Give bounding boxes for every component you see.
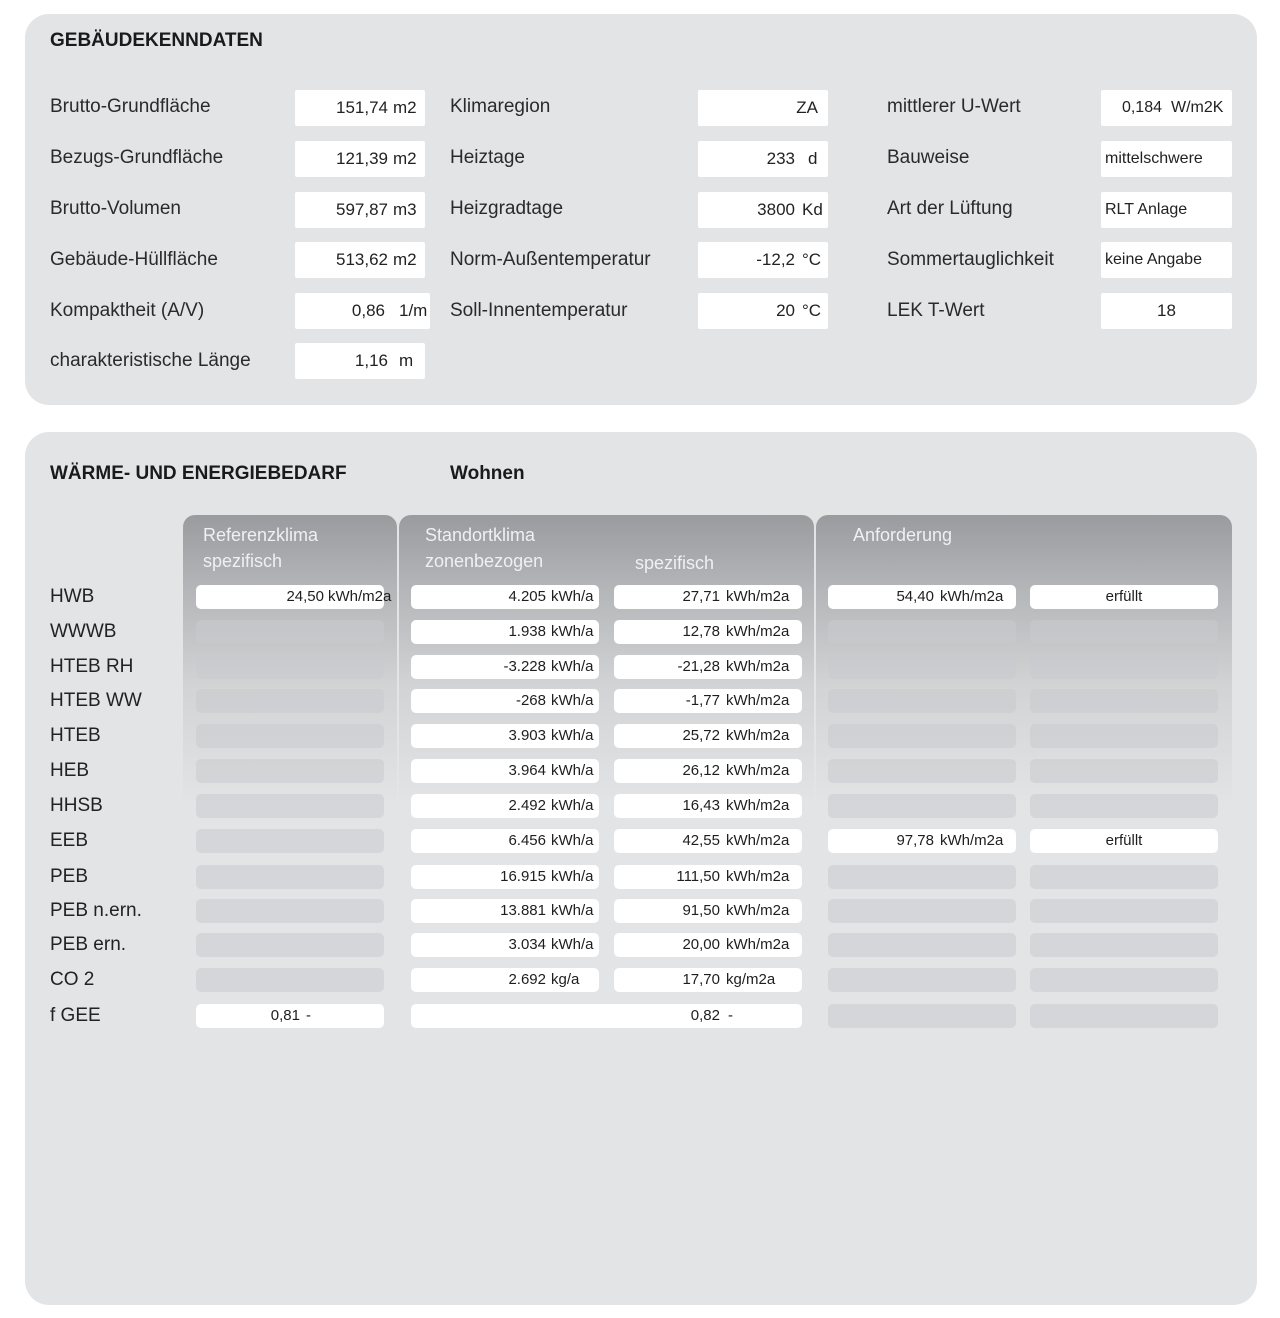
row-label: HTEB RH	[50, 656, 134, 677]
zone-cell: -268 kWh/a	[411, 689, 599, 713]
spez-cell: 27,71 kWh/m2a	[614, 585, 802, 609]
zone-cell: 3.964 kWh/a	[411, 759, 599, 783]
status-cell	[1030, 968, 1218, 992]
label-lek-t-wert: LEK T-Wert	[887, 300, 985, 321]
value-box-brutto-grundflaeche: 151,74 m2	[295, 90, 425, 126]
spez-cell: 42,55 kWh/m2a	[614, 829, 802, 853]
spez-cell: 12,78 kWh/m2a	[614, 620, 802, 644]
merged-cell: 0,82 -	[411, 1004, 802, 1028]
ref-cell	[196, 829, 384, 853]
zone-cell: 3.903 kWh/a	[411, 724, 599, 748]
row-label: CO 2	[50, 969, 95, 990]
spez-cell: 91,50 kWh/m2a	[614, 899, 802, 923]
anforderung-cell	[828, 968, 1016, 992]
ref-cell: 24,50 kWh/m2a	[196, 585, 384, 609]
value-box-heiztage: 233 d	[698, 141, 828, 177]
anforderung-cell	[828, 933, 1016, 957]
ref-cell	[196, 933, 384, 957]
label-brutto-grundflaeche: Brutto-Grundfläche	[50, 96, 211, 117]
row-label: HWB	[50, 586, 95, 607]
value-box-gebaeude-huellflaeche: 513,62 m2	[295, 242, 425, 278]
waerme-energiebedarf-title: WÄRME- UND ENERGIEBEDARF	[50, 463, 347, 484]
value-box-brutto-volumen: 597,87 m3	[295, 192, 425, 228]
status-cell	[1030, 1004, 1218, 1028]
zone-cell: 2.492 kWh/a	[411, 794, 599, 818]
anforderung-cell	[828, 899, 1016, 923]
zone-cell: 6.456 kWh/a	[411, 829, 599, 853]
header-ref-line2: spezifisch	[203, 551, 283, 571]
status-cell	[1030, 933, 1218, 957]
status-cell: erfüllt	[1030, 585, 1218, 609]
status-cell	[1030, 899, 1218, 923]
anforderung-cell	[828, 865, 1016, 889]
zone-cell: 1.938 kWh/a	[411, 620, 599, 644]
value-box-norm-aussentemperatur: -12,2 °C	[698, 242, 828, 278]
spez-cell: -1,77 kWh/m2a	[614, 689, 802, 713]
row-label: HTEB	[50, 725, 101, 746]
anforderung-cell	[828, 724, 1016, 748]
label-gebaeude-huellflaeche: Gebäude-Hüllfläche	[50, 249, 218, 270]
label-klimaregion: Klimaregion	[450, 96, 551, 117]
label-heiztage: Heiztage	[450, 147, 525, 168]
label-heizgradtage: Heizgradtage	[450, 198, 564, 219]
nutzung-label: Wohnen	[450, 463, 525, 484]
zone-cell: 3.034 kWh/a	[411, 933, 599, 957]
ref-cell	[196, 620, 384, 644]
spez-cell: 26,12 kWh/m2a	[614, 759, 802, 783]
row-label: WWWB	[50, 621, 117, 642]
status-cell: erfüllt	[1030, 829, 1218, 853]
value-box-heizgradtage: 3800 Kd	[698, 192, 828, 228]
row-label: HHSB	[50, 795, 103, 816]
spez-cell: -21,28 kWh/m2a	[614, 655, 802, 679]
anforderung-cell	[828, 689, 1016, 713]
status-cell	[1030, 794, 1218, 818]
row-label: HTEB WW	[50, 690, 142, 711]
ref-cell	[196, 655, 384, 679]
status-cell	[1030, 689, 1218, 713]
label-bezugs-grundflaeche: Bezugs-Grundfläche	[50, 147, 224, 168]
status-cell	[1030, 865, 1218, 889]
row-label: HEB	[50, 760, 90, 781]
label-bauweise: Bauweise	[887, 147, 970, 168]
value-box-bauweise: mittelschwere	[1101, 141, 1232, 177]
header-ref-line1: Referenzklima	[203, 525, 319, 545]
row-label: EEB	[50, 830, 89, 851]
value-box-kompaktheit: 0,86 1/m	[295, 293, 430, 329]
zone-cell: 13.881 kWh/a	[411, 899, 599, 923]
status-cell	[1030, 620, 1218, 644]
anforderung-cell: 97,78 kWh/m2a	[828, 829, 1016, 853]
ref-cell	[196, 794, 384, 818]
label-soll-innentemperatur: Soll-Innentemperatur	[450, 300, 628, 321]
row-label: PEB ern.	[50, 934, 127, 955]
spez-cell: 25,72 kWh/m2a	[614, 724, 802, 748]
anforderung-cell	[828, 759, 1016, 783]
ref-cell: 0,81 -	[196, 1004, 384, 1028]
value-box-klimaregion: ZA	[698, 90, 828, 126]
value-box-art-der-lueftung: RLT Anlage	[1101, 192, 1232, 228]
value-box-mittlerer-u-wert: 0,184 W/m2K	[1101, 90, 1232, 126]
label-art-der-lueftung: Art der Lüftung	[887, 198, 1013, 219]
header-std-line2: zonenbezogen	[425, 551, 544, 571]
label-brutto-volumen: Brutto-Volumen	[50, 198, 181, 219]
anforderung-cell	[828, 1004, 1016, 1028]
label-kompaktheit: Kompaktheit (A/V)	[50, 300, 205, 321]
ref-cell	[196, 899, 384, 923]
row-label: f GEE	[50, 1005, 101, 1026]
status-cell	[1030, 759, 1218, 783]
header-anforderung-label: Anforderung	[853, 525, 953, 545]
status-cell	[1030, 724, 1218, 748]
row-label: PEB	[50, 866, 89, 887]
label-sommertauglichkeit: Sommertauglichkeit	[887, 249, 1054, 270]
anforderung-cell	[828, 794, 1016, 818]
ref-cell	[196, 968, 384, 992]
value-box-soll-innentemperatur: 20 °C	[698, 293, 828, 329]
ref-cell	[196, 759, 384, 783]
anforderung-cell: 54,40 kWh/m2a	[828, 585, 1016, 609]
value-box-sommertauglichkeit: keine Angabe	[1101, 242, 1232, 278]
label-charakteristische-laenge: charakteristische Länge	[50, 350, 251, 371]
zone-cell: 16.915 kWh/a	[411, 865, 599, 889]
header-std-line1: Standortklima	[425, 525, 536, 545]
zone-cell: 4.205 kWh/a	[411, 585, 599, 609]
label-mittlerer-u-wert: mittlerer U-Wert	[887, 96, 1021, 117]
gebaeudekenndaten-panel	[25, 14, 1257, 405]
anforderung-cell	[828, 620, 1016, 644]
header-std-spezifisch: spezifisch	[635, 553, 715, 573]
value-box-bezugs-grundflaeche: 121,39 m2	[295, 141, 425, 177]
ref-cell	[196, 724, 384, 748]
value-box-lek-t-wert: 18	[1101, 293, 1232, 329]
zone-cell: -3.228 kWh/a	[411, 655, 599, 679]
spez-cell: 111,50 kWh/m2a	[614, 865, 802, 889]
zone-cell: 2.692 kg/a	[411, 968, 599, 992]
spez-cell: 16,43 kWh/m2a	[614, 794, 802, 818]
anforderung-cell	[828, 655, 1016, 679]
spez-cell: 20,00 kWh/m2a	[614, 933, 802, 957]
label-norm-aussentemperatur: Norm-Außentemperatur	[450, 249, 651, 270]
row-label: PEB n.ern.	[50, 900, 142, 921]
spez-cell: 17,70 kg/m2a	[614, 968, 802, 992]
ref-cell	[196, 689, 384, 713]
ref-cell	[196, 865, 384, 889]
value-box-charakteristische-laenge: 1,16 m	[295, 343, 425, 379]
status-cell	[1030, 655, 1218, 679]
gebaeudekenndaten-title: GEBÄUDEKENNDATEN	[50, 30, 263, 51]
